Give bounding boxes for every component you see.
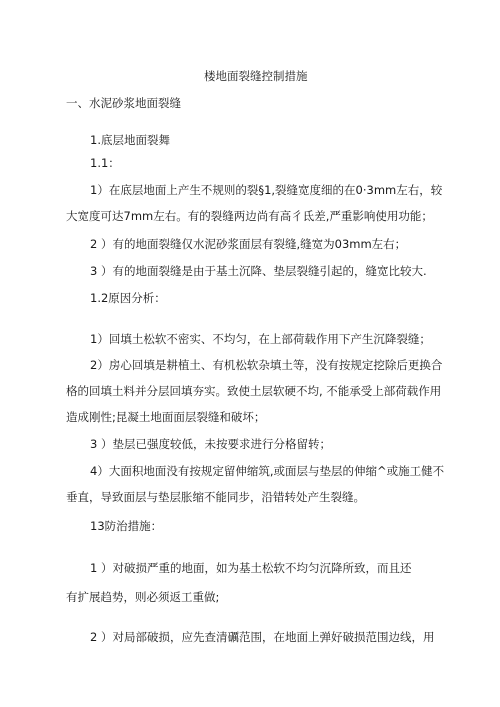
paragraph-line: 有扩展趋势，则必须返工重做; — [66, 590, 220, 604]
subsection-heading: 1.底层地面裂舞 — [90, 133, 170, 147]
paragraph-line: 格的回填土料并分层回填夯实。致使土层软硬不均, 不能承受上部荷载作用 — [66, 384, 442, 398]
paragraph-line: 4）大面积地面没有按规定留伸缩筑,或面层与垫层的伸缩^或施工健不 — [90, 464, 445, 478]
subsection-heading: 13防治措施： — [90, 519, 163, 533]
paragraph-line: 大宽度可达7mm左右。有的裂缝两边尚有高彳氐差,严重影响使用功能； — [66, 209, 433, 223]
paragraph-line: 垂直，导致面层与垫层胀缩不能同步，沿错转处产生裂缝。 — [66, 490, 365, 504]
section-heading: 一、水泥砂浆地面裂缝 — [66, 96, 181, 110]
paragraph-line: 3 ）有的地面裂缝是由于基土沉降、垫层裂缝引起的，缝宽比较大. — [90, 264, 427, 278]
paragraph-line: 3 ）垫层已强度较低，未按要求进行分格留转； — [90, 437, 331, 451]
paragraph-line: 造成刚性;昆凝土地面面层裂缝和破坏； — [66, 410, 266, 424]
paragraph-line: 2）房心回填是耕植土、有机松软杂填土等，没有按规定挖除后更换合 — [90, 358, 443, 372]
subsection-heading: 1.1： — [90, 156, 120, 170]
paragraph-line: 2 ）对局部破损，应先查清礪范围，在地面上弹好破损范围边线，用 — [90, 630, 435, 644]
paragraph-line: 1 ）对破损严重的地面，如为基土松软不均匀沉降所致，而且还 — [90, 561, 412, 575]
paragraph-line: 2 ）有的地面裂缝仅水泥砂浆面层有裂缝,缝宽为03mm左右； — [90, 237, 407, 251]
document-title: 楼地面裂缝控制措施 — [204, 69, 308, 83]
paragraph-line: 1）回填土松软不密实、不均匀，在上部荷载作用下产生沉降裂缝； — [90, 332, 431, 346]
paragraph-line: 1）在底层地面上产生不规则的裂§1,裂缝宽度细的在0·3mm左右，较 — [90, 183, 443, 197]
subsection-heading: 1.2原因分析： — [90, 291, 166, 305]
